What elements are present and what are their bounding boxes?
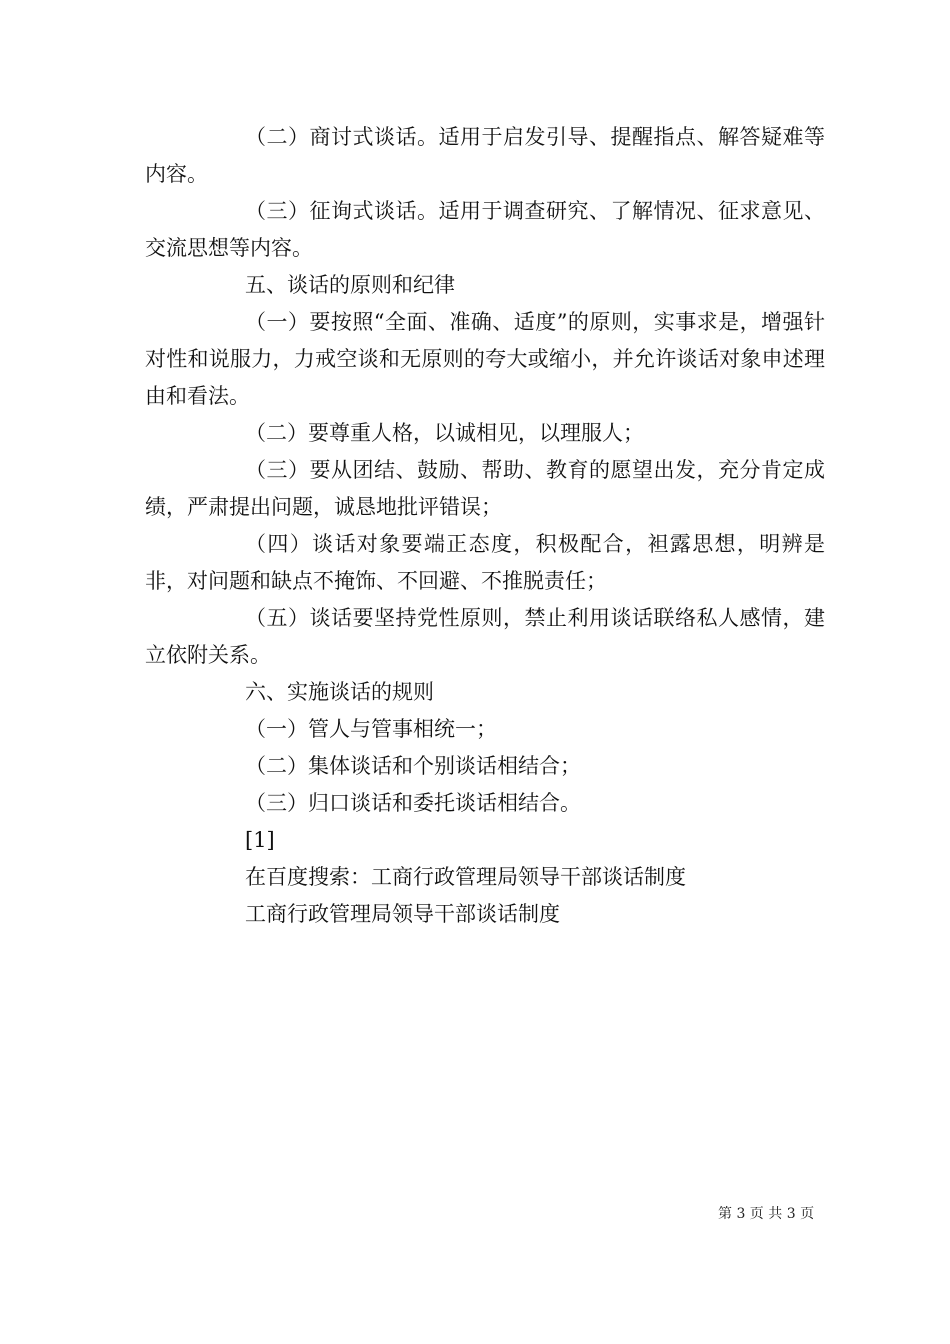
section-heading: 六、实施谈话的规则	[245, 680, 434, 704]
page-number: 第 3 页 共 3 页	[718, 1206, 815, 1222]
document-title-repeat: 工商行政管理局领导干部谈话制度	[245, 902, 560, 926]
paragraph: （三）征询式谈话。适用于调查研究、了解情况、征求意见、交流思想等内容。	[145, 199, 825, 260]
paragraph: （三）要从团结、鼓励、帮助、教育的愿望出发，充分肯定成绩，严肃提出问题，诚恳地批评错误；	[145, 458, 825, 519]
paragraph: （一）要按照“全面、准确、适度”的原则，实事求是，增强针对性和说服力，力戒空谈和无原则的夸大或缩小，并允许谈话对象申述理由和看法。	[145, 310, 825, 408]
section-heading: 五、谈话的原则和纪律	[245, 273, 455, 297]
paragraph: （五）谈话要坚持党性原则，禁止利用谈话联络私人感情，建立依附关系。	[145, 606, 825, 667]
paragraph: （二）集体谈话和个别谈话相结合；	[245, 754, 581, 778]
paragraph: （四）谈话对象要端正态度，积极配合，袒露思想，明辨是非，对问题和缺点不掩饰、不回避、不推脱责任；	[145, 532, 825, 593]
paragraph: （二）要尊重人格，以诚相见，以理服人；	[245, 421, 644, 445]
search-hint: 在百度搜索：工商行政管理局领导干部谈话制度	[245, 865, 686, 889]
paragraph: （三）归口谈话和委托谈话相结合。	[245, 791, 581, 815]
footnote-marker: [1]	[245, 828, 275, 852]
paragraph: （一）管人与管事相统一；	[245, 717, 497, 741]
document-body	[145, 119, 825, 933]
paragraph: （二）商讨式谈话。适用于启发引导、提醒指点、解答疑难等内容。	[145, 125, 825, 186]
